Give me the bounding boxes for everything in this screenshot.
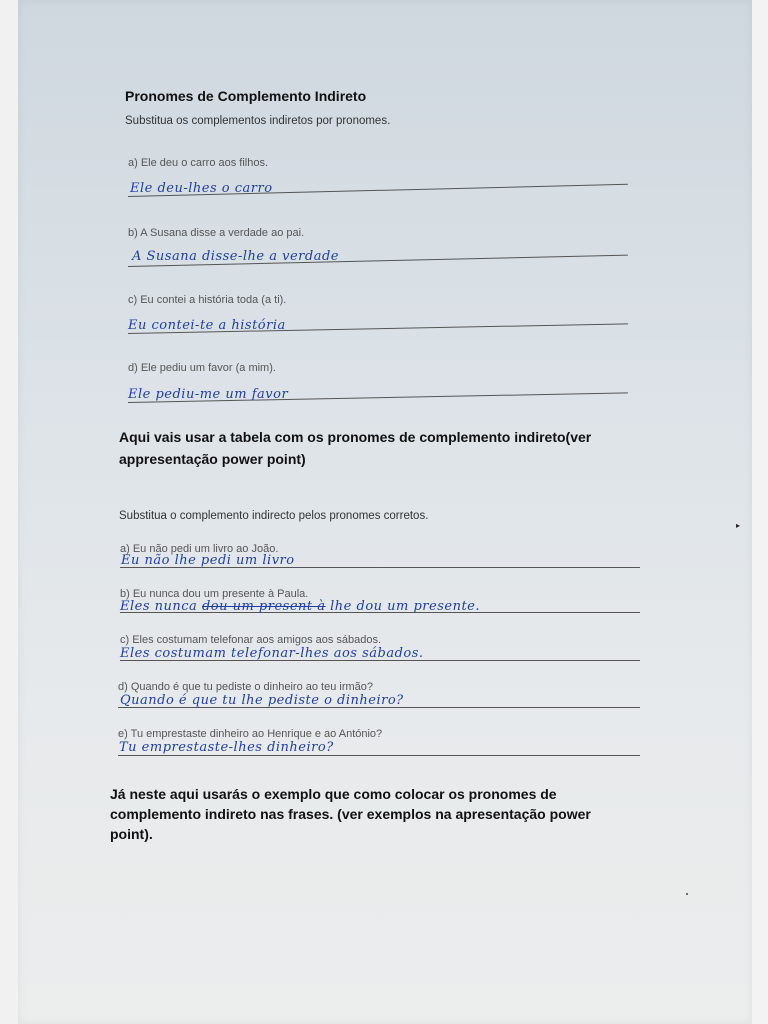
section2-answer-c[interactable]: Eles costumam telefonar-lhes aos sábados. xyxy=(120,646,424,661)
section2-title-line2: appresentação power point) xyxy=(119,451,306,467)
section2-instruction: Substitua o complemento indirecto pelos pronomes corretos. xyxy=(119,510,429,522)
section1-answer-d[interactable]: Ele pediu-me um favor xyxy=(128,387,289,402)
section2-prompt-b: b) Eu nunca dou um presente à Paula. xyxy=(120,588,309,600)
section2-prompt-c: c) Eles costumam telefonar aos amigos aos sábados. xyxy=(120,634,382,646)
section2-answer-b[interactable] xyxy=(120,599,480,614)
answer-b-crossed-out: dou um present à xyxy=(201,599,326,614)
section2-title-line1: Aqui vais usar a tabela com os pronomes de complemento indireto(ver xyxy=(119,429,592,445)
section1-answer-a[interactable]: Ele deu-lhes o carro xyxy=(130,181,273,196)
section1-prompt-d: d) Ele pediu um favor (a mim). xyxy=(128,362,276,374)
section1-instruction: Substitua os complementos indiretos por pronomes. xyxy=(125,115,391,127)
section2-prompt-a: a) Eu não pedi um livro ao João. xyxy=(120,543,279,555)
answer-line-2e xyxy=(118,755,640,756)
section2-prompt-e: e) Tu emprestaste dinheiro ao Henrique e ao António? xyxy=(118,728,383,740)
section3-line1: Já neste aqui usarás o exemplo que como colocar os pronomes de xyxy=(110,786,557,802)
section2-answer-d[interactable]: Quando é que tu lhe pediste o dinheiro? xyxy=(120,693,404,708)
section2-prompt-d: d) Quando é que tu pediste o dinheiro ao teu irmão? xyxy=(118,681,374,693)
pointer-icon: ▸ xyxy=(736,521,741,530)
section1-prompt-c: c) Eu contei a história toda (a ti). xyxy=(128,294,287,306)
answer-b-end: lhe dou um presente. xyxy=(330,599,480,614)
section3-line2: complemento indireto nas frases. (ver exemplos na apresentação power xyxy=(110,806,591,822)
paper-speck xyxy=(686,893,688,895)
section1-answer-c[interactable]: Eu contei-te a história xyxy=(128,318,286,333)
section1-title: Pronomes de Complemento Indireto xyxy=(125,88,367,104)
section1-prompt-b: b) A Susana disse a verdade ao pai. xyxy=(128,227,305,239)
section3-line3: point). xyxy=(110,826,153,842)
background-left-edge xyxy=(0,0,18,1024)
background-right-edge xyxy=(752,0,768,1024)
answer-b-start: Eles nunca xyxy=(120,599,198,614)
section1-answer-b[interactable]: A Susana disse-lhe a verdade xyxy=(132,249,339,264)
section2-answer-e[interactable]: Tu emprestaste-lhes dinheiro? xyxy=(119,740,334,755)
section2-answer-a[interactable]: Eu não lhe pedi um livro xyxy=(121,553,295,568)
section1-prompt-a: a) Ele deu o carro aos filhos. xyxy=(128,157,269,169)
